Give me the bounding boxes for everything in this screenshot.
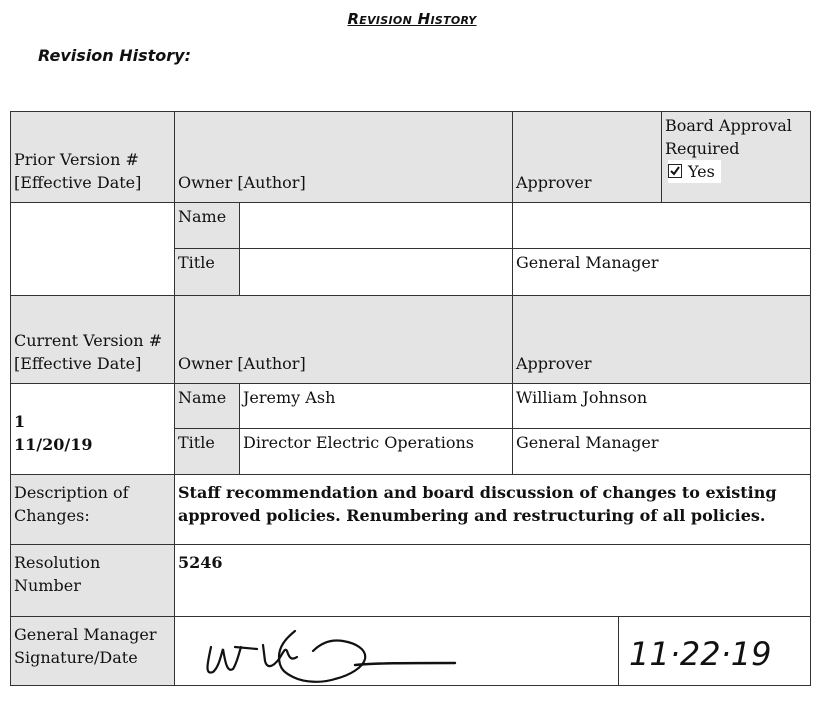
current-version-number: 1 [14, 412, 26, 431]
signature-label: General Manager Signature/Date [10, 616, 175, 686]
signature-date: 11·22·19 [629, 635, 772, 673]
handwritten-date [619, 617, 810, 685]
current-approver-header: Approver [512, 295, 811, 384]
prior-owner-name [239, 202, 513, 249]
resolution-label: Resolution Number [10, 544, 175, 617]
current-owner-name: Jeremy Ash [239, 383, 513, 429]
current-approver-title: General Manager [512, 428, 811, 475]
handwritten-signature [175, 617, 618, 685]
page-title: Revision History [347, 10, 477, 28]
signature-field [174, 616, 619, 686]
prior-name-label: Name [174, 202, 240, 249]
prior-owner-header: Owner [Author] [174, 111, 513, 203]
current-owner-header: Owner [Author] [174, 295, 513, 384]
prior-title-label: Title [174, 248, 240, 296]
prior-owner-title [239, 248, 513, 296]
current-version-header: Current Version # [Effective Date] [10, 295, 175, 384]
resolution-value: 5246 [174, 544, 811, 617]
current-title-label: Title [174, 428, 240, 475]
description-value: Staff recommendation and board discussion of changes to existing approved policies. Renumbering and restructuring of all policies. [174, 474, 811, 545]
description-label: Description of Changes: [10, 474, 175, 545]
prior-version-value [10, 202, 175, 296]
prior-approver-title: General Manager [512, 248, 811, 296]
current-approver-name: William Johnson [512, 383, 811, 429]
prior-version-header: Prior Version # [Effective Date] [10, 111, 175, 203]
current-effective-date: 11/20/19 [14, 435, 93, 454]
current-name-label: Name [174, 383, 240, 429]
board-approval-header [661, 111, 811, 203]
prior-approver-name [512, 202, 811, 249]
checkmark-icon [669, 165, 681, 177]
current-owner-title: Director Electric Operations [239, 428, 513, 475]
section-label: Revision History: [38, 46, 192, 65]
board-approval-option [668, 160, 721, 183]
signature-date-field [618, 616, 811, 686]
board-approval-yes-label: Yes [688, 162, 715, 181]
current-version-value [10, 383, 175, 475]
prior-approver-header: Approver [512, 111, 662, 203]
board-approval-checkbox[interactable] [668, 164, 682, 178]
board-approval-label: Board Approval Required [665, 116, 792, 158]
